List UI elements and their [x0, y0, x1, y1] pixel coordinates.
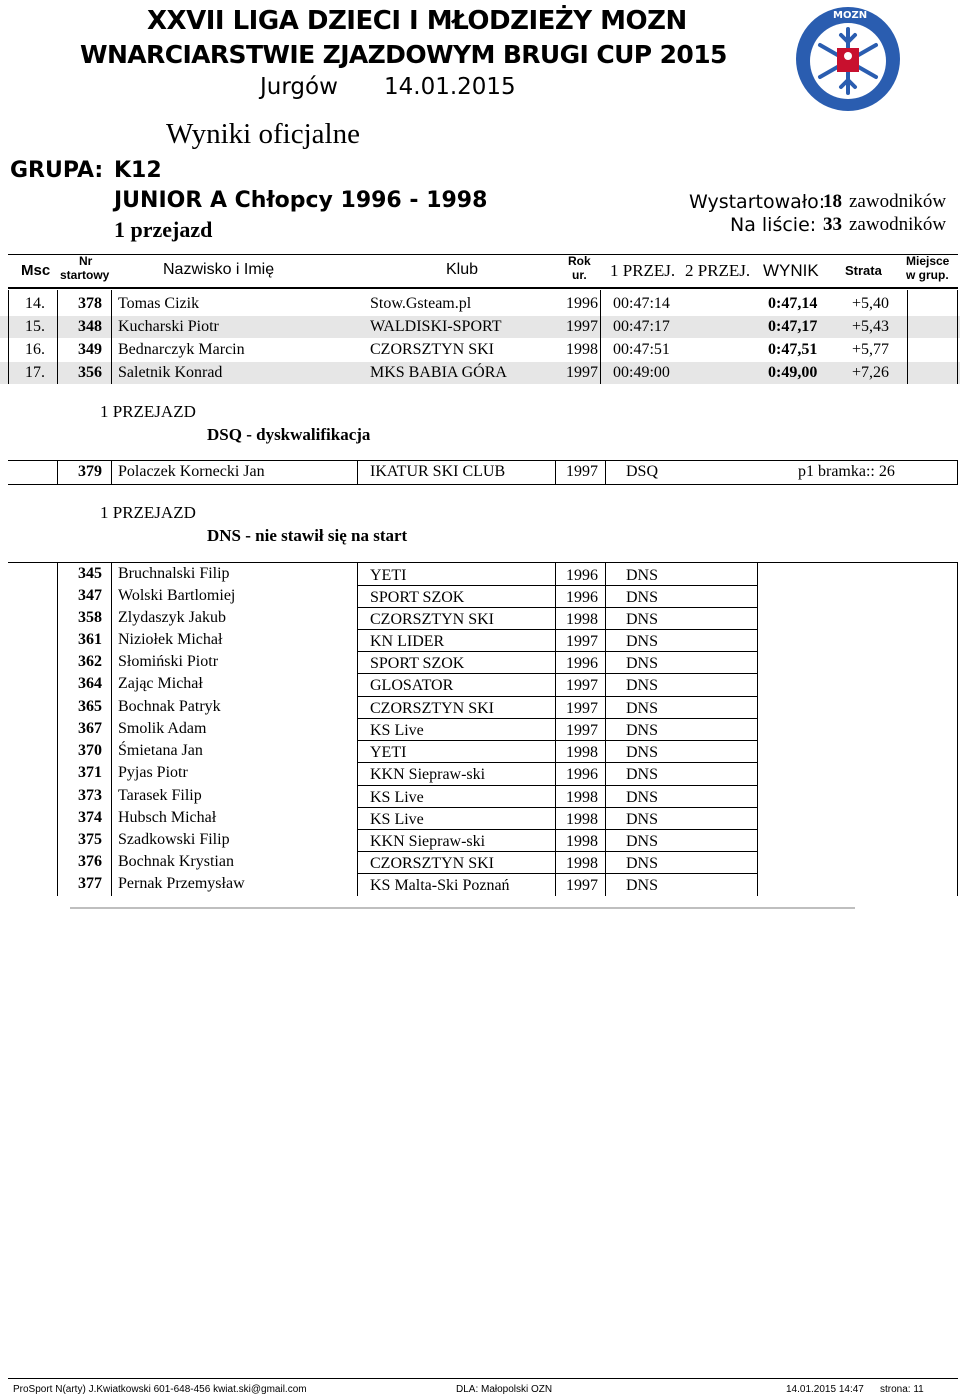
- table-row: [0, 461, 960, 483]
- row-status: DSQ: [626, 463, 659, 480]
- row-name: Bochnak Patryk: [118, 698, 221, 715]
- event-title-line2: WNARCIARSTWIE ZJAZDOWYM BRUGI CUP 2015: [80, 40, 727, 69]
- table-row: [0, 718, 960, 740]
- row-status: DNS: [626, 811, 659, 828]
- row-run1: 00:49:00: [613, 364, 670, 381]
- row-status: DNS: [626, 789, 659, 806]
- row-name: Pernak Przemysław: [118, 875, 245, 892]
- row-club: SPORT SZOK: [370, 655, 465, 672]
- started-count: 18: [823, 191, 842, 212]
- row-club: Stow.Gsteam.pl: [370, 295, 472, 312]
- table-row: [0, 851, 960, 873]
- col-year-bottom: ur.: [572, 268, 587, 282]
- row-status: DNS: [626, 700, 659, 717]
- row-nr: 375: [78, 831, 102, 848]
- col-nr-bottom: startowy: [60, 268, 110, 282]
- row-nr: 361: [78, 631, 102, 648]
- row-name: Bednarczyk Marcin: [118, 341, 245, 358]
- row-result: 0:49,00: [768, 364, 818, 381]
- dns-run-label: 1 PRZEJAZD: [100, 503, 196, 522]
- row-year: 1997: [566, 700, 598, 717]
- row-club: MKS BABIA GÓRA: [370, 364, 507, 381]
- row-club: YETI: [370, 744, 407, 761]
- results-label: Wyniki oficjalne: [166, 118, 360, 150]
- row-nr: 348: [78, 318, 102, 335]
- row-nr: 374: [78, 809, 102, 826]
- dns-title: DNS - nie stawił się na start: [207, 526, 408, 545]
- table-row: [0, 762, 960, 784]
- row-club: GLOSATOR: [370, 677, 454, 694]
- row-run1: 00:47:17: [613, 318, 670, 335]
- row-name: Saletnik Konrad: [118, 364, 223, 381]
- col-club: Klub: [446, 261, 479, 278]
- row-club: KS Live: [370, 789, 424, 806]
- dsq-title: DSQ - dyskwalifikacja: [207, 425, 371, 444]
- group-label: GRUPA:: [10, 158, 104, 183]
- col-name: Nazwisko i Imię: [163, 261, 275, 278]
- row-club: WALDISKI-SPORT: [370, 318, 502, 335]
- table-row: [0, 316, 960, 338]
- row-status: DNS: [626, 877, 659, 894]
- row-name: Śmietana Jan: [118, 742, 203, 759]
- col-place-top: Miejsce: [906, 254, 950, 268]
- row-run1: 00:47:14: [613, 295, 670, 312]
- listed-unit: zawodników: [849, 214, 947, 235]
- row-name: Smolik Adam: [118, 720, 207, 737]
- row-year: 1998: [566, 811, 598, 828]
- row-nr: 377: [78, 875, 102, 892]
- row-status: DNS: [626, 744, 659, 761]
- row-club: KS Live: [370, 811, 424, 828]
- row-dsq-reason: p1 bramka:: 26: [798, 463, 895, 480]
- row-status: DNS: [626, 855, 659, 872]
- row-nr: 378: [78, 295, 102, 312]
- table-row: [0, 785, 960, 807]
- table-row: [0, 673, 960, 695]
- row-nr: 370: [78, 742, 102, 759]
- row-name: Bruchnalski Filip: [118, 565, 230, 582]
- row-nr: 347: [78, 587, 102, 604]
- row-status: DNS: [626, 722, 659, 739]
- logo-text: MOZN: [833, 10, 868, 21]
- table-row: [0, 873, 960, 895]
- row-result: 0:47,17: [768, 318, 818, 335]
- row-status: DNS: [626, 589, 659, 606]
- col-msc: Msc: [21, 262, 51, 279]
- row-year: 1997: [566, 463, 598, 480]
- row-club: SPORT SZOK: [370, 589, 465, 606]
- row-result: 0:47,51: [768, 341, 818, 358]
- row-msc: 17.: [25, 364, 45, 381]
- row-year: 1998: [566, 611, 598, 628]
- row-year: 1996: [566, 766, 598, 783]
- row-msc: 14.: [25, 295, 45, 312]
- row-status: DNS: [626, 655, 659, 672]
- row-nr: 376: [78, 853, 102, 870]
- row-loss: +5,77: [852, 341, 890, 358]
- row-name: Polaczek Kornecki Jan: [118, 463, 265, 480]
- footer-credit: ProSport N(arty) J.Kwiatkowski 601-648-456 kwiat.ski@gmail.com: [13, 1384, 307, 1395]
- listed-label: Na liście:: [730, 214, 817, 236]
- col-run1: 1 PRZEJ.: [610, 261, 676, 280]
- row-loss: +5,40: [852, 295, 890, 312]
- footer-page: strona: 11: [880, 1384, 924, 1395]
- row-result: 0:47,14: [768, 295, 818, 312]
- row-status: DNS: [626, 677, 659, 694]
- mozn-logo: [793, 4, 903, 114]
- row-year: 1996: [566, 589, 598, 606]
- row-name: Szadkowski Filip: [118, 831, 230, 848]
- footer-for: DLA: Małopolski OZN: [456, 1384, 553, 1395]
- row-nr: 367: [78, 720, 102, 737]
- row-year: 1998: [566, 744, 598, 761]
- row-club: KS Live: [370, 722, 424, 739]
- row-club: CZORSZTYN SKI: [370, 611, 495, 628]
- row-club: KN LIDER: [370, 633, 445, 650]
- row-year: 1997: [566, 633, 598, 650]
- table-row: [0, 807, 960, 829]
- row-club: KKN Siepraw-ski: [370, 766, 486, 783]
- row-status: DNS: [626, 567, 659, 584]
- col-place-bottom: w grup.: [906, 268, 949, 282]
- row-year: 1997: [566, 722, 598, 739]
- row-year: 1998: [566, 789, 598, 806]
- table-row: [0, 696, 960, 718]
- col-nr-top: Nr: [79, 254, 93, 268]
- dsq-run-label: 1 PRZEJAZD: [100, 402, 196, 421]
- row-run1: 00:47:51: [613, 341, 670, 358]
- row-nr: 362: [78, 653, 102, 670]
- row-nr: 345: [78, 565, 102, 582]
- table-row: [0, 629, 960, 651]
- row-name: Słomiński Piotr: [118, 653, 219, 670]
- row-club: KS Malta-Ski Poznań: [370, 877, 510, 894]
- event-place: Jurgów: [260, 74, 338, 100]
- row-club: IKATUR SKI CLUB: [370, 463, 506, 480]
- table-row: [0, 339, 960, 361]
- row-status: DNS: [626, 833, 659, 850]
- row-status: DNS: [626, 766, 659, 783]
- row-name: Zlydaszyk Jakub: [118, 609, 226, 626]
- row-nr: 349: [78, 341, 102, 358]
- col-loss: Strata: [845, 263, 882, 278]
- event-date: 14.01.2015: [384, 74, 516, 100]
- row-year: 1996: [566, 567, 598, 584]
- event-title-line1: XXVII LIGA DZIECI I MŁODZIEŻY MOZN: [147, 6, 687, 36]
- row-loss: +7,26: [852, 364, 890, 381]
- row-name: Hubsch Michał: [118, 809, 217, 826]
- row-name: Wolski Bartlomiej: [118, 587, 236, 604]
- footer-datetime: 14.01.2015 14:47: [786, 1384, 864, 1395]
- row-loss: +5,43: [852, 318, 890, 335]
- row-nr: 365: [78, 698, 102, 715]
- table-row: [0, 585, 960, 607]
- table-row: [0, 293, 960, 315]
- row-name: Niziołek Michał: [118, 631, 223, 648]
- table-row: [0, 651, 960, 673]
- row-name: Tomas Cizik: [118, 295, 200, 312]
- table-row: [0, 362, 960, 384]
- category-title: JUNIOR A Chłopcy 1996 - 1998: [114, 188, 488, 213]
- row-nr: 364: [78, 675, 102, 692]
- table-row: [0, 607, 960, 629]
- row-year: 1996: [566, 295, 598, 312]
- table-row: [0, 829, 960, 851]
- row-nr: 356: [78, 364, 102, 381]
- row-year: 1997: [566, 318, 598, 335]
- row-year: 1997: [566, 877, 598, 894]
- row-nr: 358: [78, 609, 102, 626]
- col-year-top: Rok: [568, 254, 591, 268]
- listed-count: 33: [823, 214, 842, 235]
- row-name: Kucharski Piotr: [118, 318, 219, 335]
- row-club: CZORSZTYN SKI: [370, 700, 495, 717]
- col-result: WYNIK: [763, 261, 819, 280]
- row-status: DNS: [626, 633, 659, 650]
- row-club: CZORSZTYN SKI: [370, 855, 495, 872]
- row-name: Pyjas Piotr: [118, 764, 188, 781]
- row-msc: 15.: [25, 318, 45, 335]
- row-name: Zając Michał: [118, 675, 203, 692]
- row-club: CZORSZTYN SKI: [370, 341, 495, 358]
- row-nr: 373: [78, 787, 102, 804]
- col-run2: 2 PRZEJ.: [685, 261, 751, 280]
- row-year: 1996: [566, 655, 598, 672]
- row-year: 1997: [566, 677, 598, 694]
- row-year: 1997: [566, 364, 598, 381]
- row-year: 1998: [566, 855, 598, 872]
- row-nr: 379: [78, 463, 102, 480]
- row-club: YETI: [370, 567, 407, 584]
- row-name: Bochnak Krystian: [118, 853, 234, 870]
- row-status: DNS: [626, 611, 659, 628]
- table-row: [0, 740, 960, 762]
- group-code: K12: [114, 158, 162, 183]
- row-name: Tarasek Filip: [118, 787, 202, 804]
- started-label: Wystartowało:: [689, 191, 826, 213]
- row-year: 1998: [566, 341, 598, 358]
- row-year: 1998: [566, 833, 598, 850]
- table-row: [0, 563, 960, 585]
- run-label: 1 przejazd: [114, 217, 213, 242]
- row-msc: 16.: [25, 341, 45, 358]
- row-nr: 371: [78, 764, 102, 781]
- row-club: KKN Siepraw-ski: [370, 833, 486, 850]
- started-unit: zawodników: [849, 191, 947, 212]
